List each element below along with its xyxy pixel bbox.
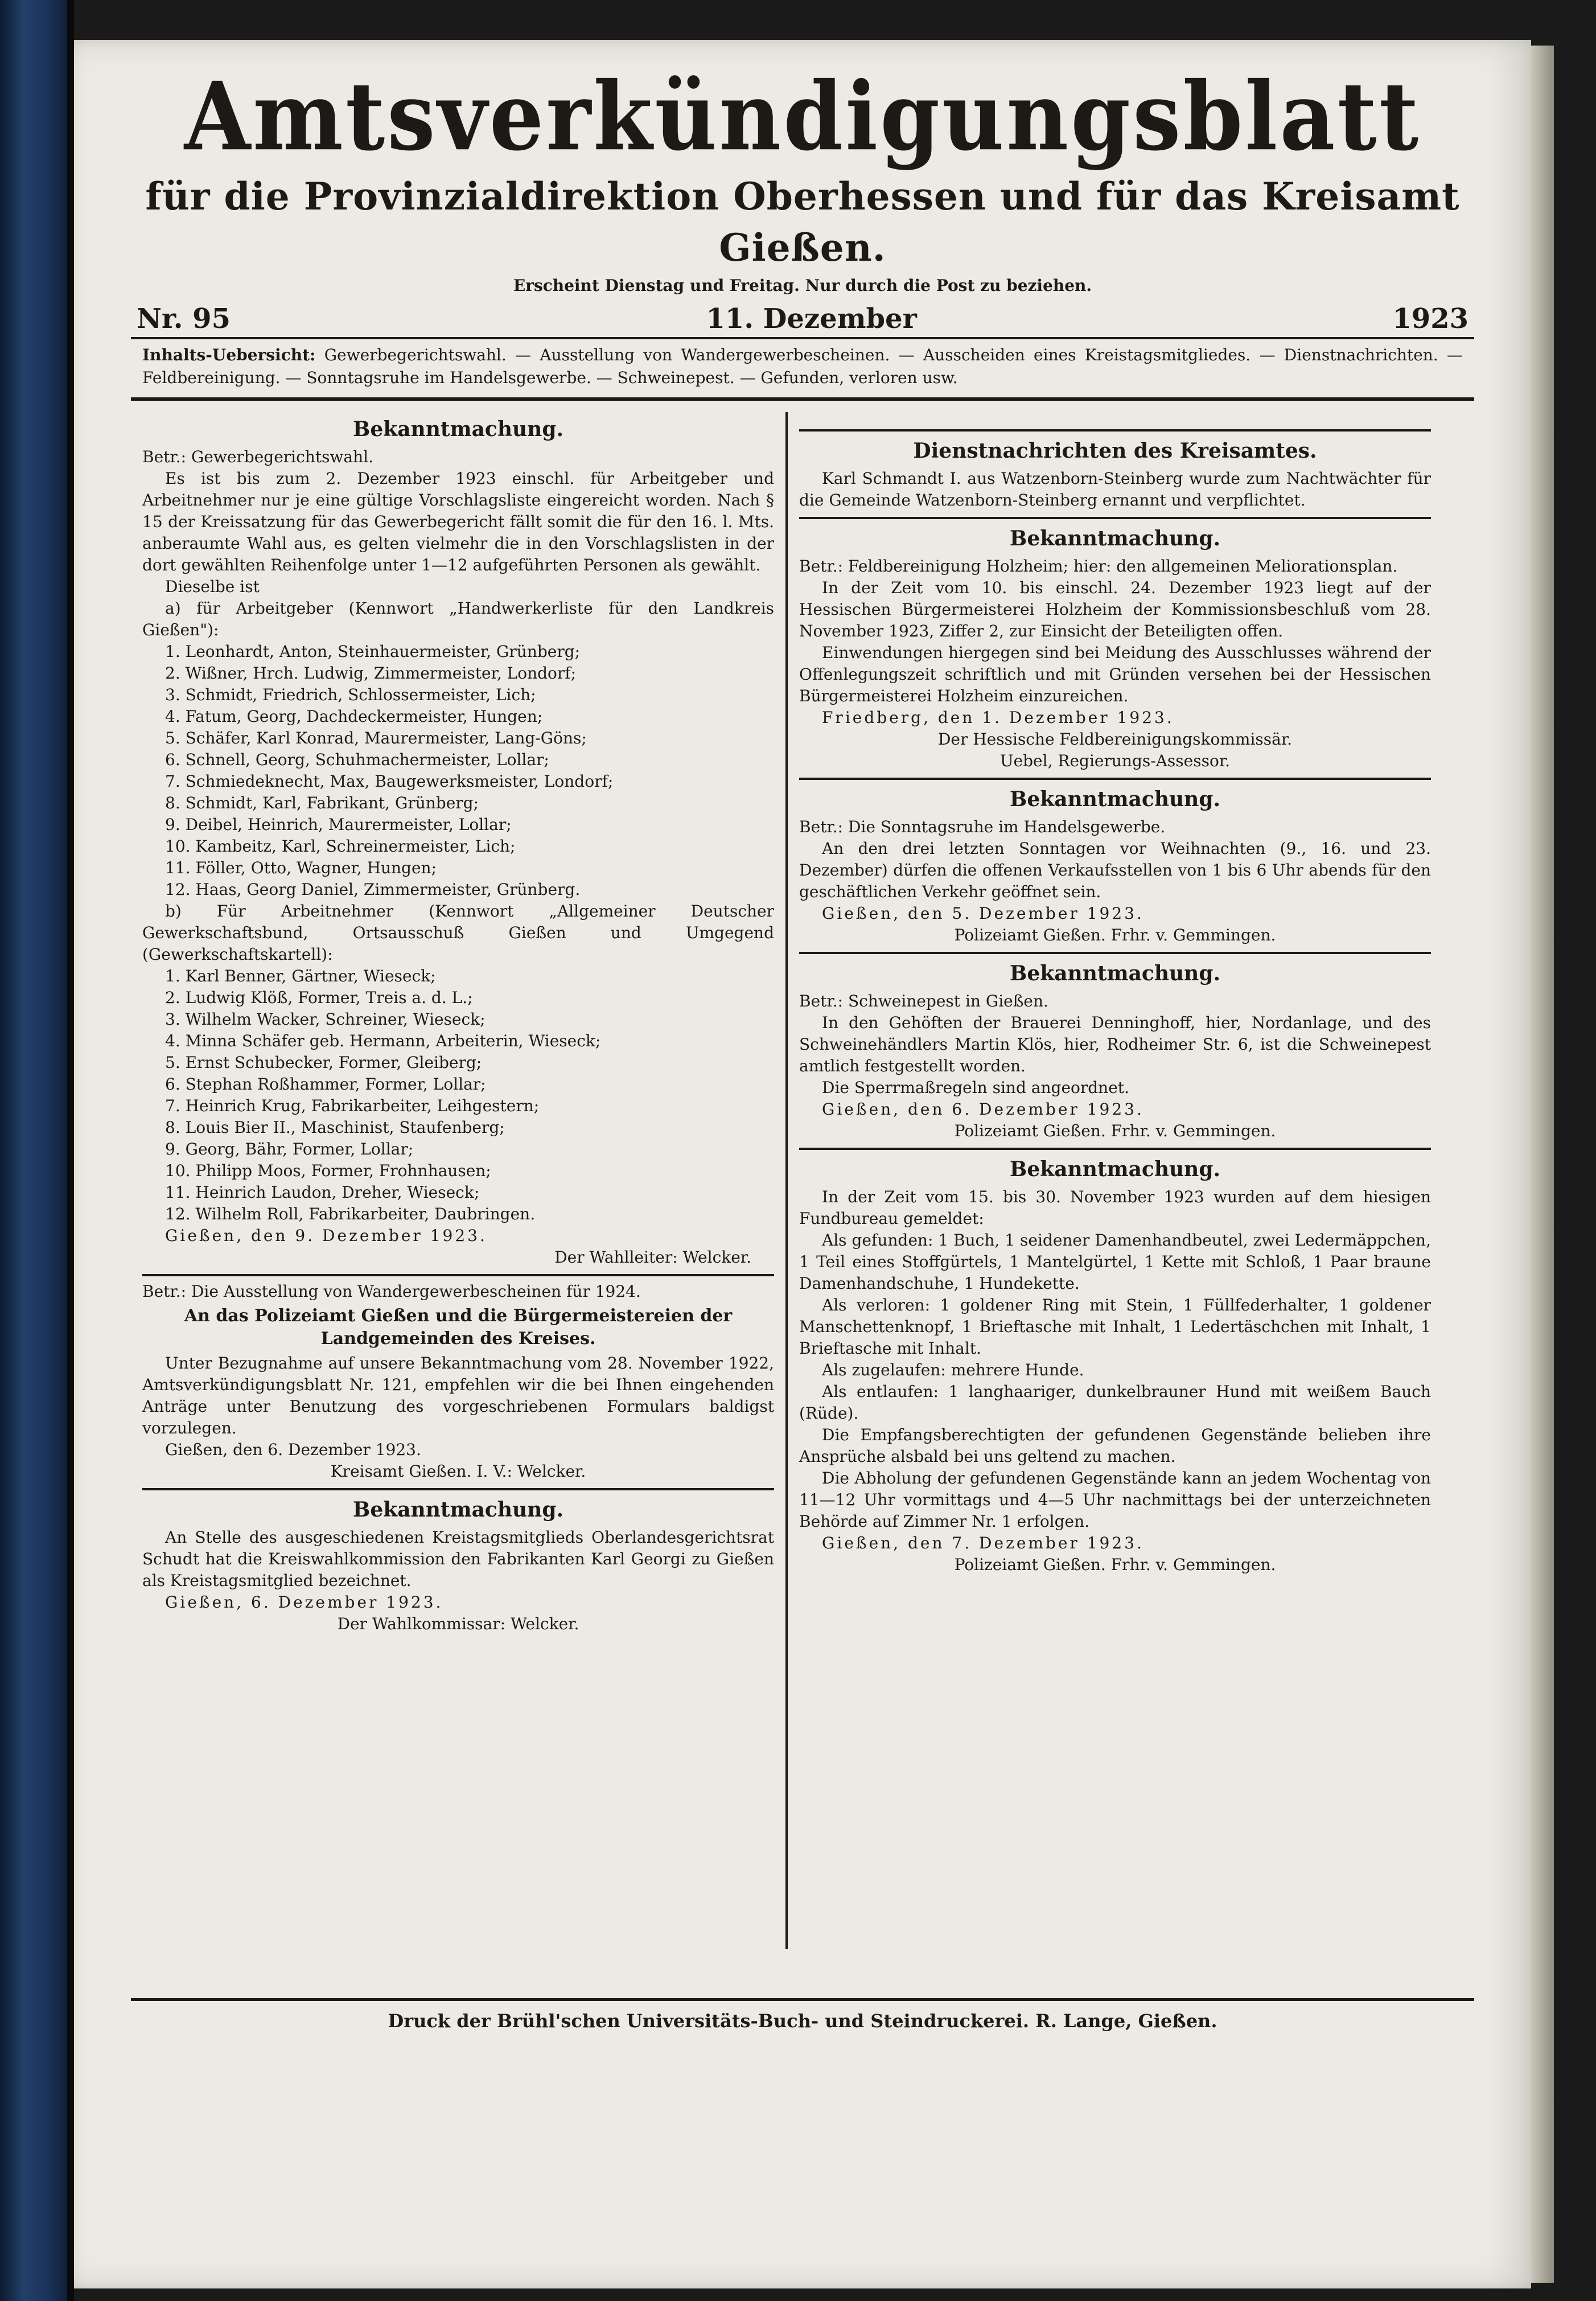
list-item: 2. Ludwig Klöß, Former, Treis a. d. L.; (165, 988, 473, 1007)
found-items: Als gefunden: 1 Buch, 1 seidener Damenhandbeutel, zwei Ledermäppchen, 1 Teil eines Stoffgürtels, 1 Mantelgürtel, 1 Kette mit Schloß, 1 Paar braune Damenhandschuhe, 1 Hundekette. (799, 1231, 1431, 1293)
notice-paragraph: An Stelle des ausgeschiedenen Kreistagsmitglieds Oberlandesgerichtsrat Schudt hat die Kreiswahlkommission den Fabrikanten Karl Georgi zu Gießen als Kreistagsmitglied bezeichnet. (142, 1528, 774, 1590)
employer-list (142, 641, 774, 901)
list-item: 6. Schnell, Georg, Schuhmachermeister, Lollar; (165, 750, 549, 769)
printer-imprint: Druck der Brühl'schen Universitäts-Buch- und Steindruckerei. R. Lange, Gießen. (388, 2010, 1217, 2032)
list-item: 3. Schmidt, Friedrich, Schlossermeister, Lich; (165, 685, 536, 704)
divider (799, 429, 1431, 432)
list-item: 9. Deibel, Heinrich, Maurermeister, Lollar; (165, 815, 512, 834)
footer-divider (131, 1998, 1474, 2001)
notice-heading: Bekanntmachung. (1009, 1157, 1221, 1181)
signature: Polizeiamt Gießen. Frhr. v. Gemmingen. (954, 1555, 1276, 1574)
notice-heading: Bekanntmachung. (1009, 962, 1221, 985)
list-item: 10. Kambeitz, Karl, Schreinermeister, Lich; (165, 837, 516, 856)
signature: Der Wahlkommissar: Welcker. (337, 1614, 579, 1633)
place-date: Gießen, den 6. Dezember 1923. (165, 1440, 421, 1459)
strayed-in: Als zugelaufen: mehrere Hunde. (822, 1361, 1084, 1379)
lost-items: Als verloren: 1 goldener Ring mit Stein, 1 Füllfederhalter, 1 goldener Manschettenknopf, 1 Brieftasche mit Inhalt, 1 Ledertäschchen mit Inhalt, 1 Brieftasche mit Inhalt. (799, 1296, 1431, 1358)
place-date: Friedberg, den 1. Dezember 1923. (822, 708, 1174, 727)
masthead-subtitle: für die Provinzialdirektion Oberhessen und für das Kreisamt Gießen. (145, 174, 1460, 270)
place-date: Gießen, den 5. Dezember 1923. (822, 904, 1144, 923)
notice-paragraph: Die Abholung der gefundenen Gegenstände kann an jedem Wochentag von 11—12 Uhr vormittags und 4—5 Uhr nachmittags bei der unterzeichneten Behörde auf Zimmer Nr. 1 erfolgen. (799, 1469, 1431, 1531)
list-item: 12. Haas, Georg Daniel, Zimmermeister, Grünberg. (165, 880, 581, 899)
issue-year: 1923 (1392, 303, 1469, 335)
list-item: 1. Karl Benner, Gärtner, Wieseck; (165, 967, 436, 985)
page-edge (1531, 46, 1554, 2283)
page-content (131, 63, 1474, 2260)
signature: Polizeiamt Gießen. Frhr. v. Gemmingen. (954, 926, 1276, 944)
divider (799, 1148, 1431, 1150)
columns (131, 412, 1474, 1949)
notice-subject: Betr.: Feldbereinigung Holzheim; hier: den allgemeinen Meliorationsplan. (799, 557, 1398, 576)
signature: Kreisamt Gießen. I. V.: Welcker. (330, 1462, 586, 1481)
list-item: 10. Philipp Moos, Former, Frohnhausen; (165, 1161, 491, 1180)
divider (799, 517, 1431, 519)
signature: Uebel, Regierungs-Assessor. (999, 751, 1231, 770)
notice-paragraph: In der Zeit vom 10. bis einschl. 24. Dezember 1923 liegt auf der Hessischen Bürgermeisterei Holzheim der Kommissionsbeschluß vom 28. November 1923, Ziffer 2, zur Einsicht der Beteiligten offen. (799, 578, 1431, 640)
list-item: 4. Minna Schäfer geb. Hermann, Arbeiterin, Wieseck; (165, 1032, 601, 1050)
divider (799, 778, 1431, 780)
notice-subject: Betr.: Die Sonntagsruhe im Handelsgewerbe. (799, 817, 1166, 836)
notice-paragraph: Es ist bis zum 2. Dezember 1923 einschl. für Arbeitgeber und Arbeitnehmer nur je eine gültige Vorschlagsliste eingereicht worden. Nach § 15 der Kreissatzung für das Gewerbegericht fällt somit die für den 16. l. Mts. anberaumte Wahl aus, es gelten vielmehr die in den Vorschlagslisten in der dort gewählten Reihenfolge unter 1—12 aufgeführten Personen als gewählt. (142, 469, 774, 574)
list-intro-employers: a) für Arbeitgeber (Kennwort „Handwerkerliste für den Landkreis Gießen"): (142, 599, 774, 639)
place-date: Gießen, den 7. Dezember 1923. (822, 1534, 1144, 1552)
list-item: 5. Ernst Schubecker, Former, Gleiberg; (165, 1053, 482, 1072)
newspaper-page (74, 40, 1531, 2288)
list-item: 1. Leonhardt, Anton, Steinhauermeister, Grünberg; (165, 642, 581, 661)
list-item: 2. Wißner, Hrch. Ludwig, Zimmermeister, Londorf; (165, 664, 577, 683)
divider (799, 952, 1431, 954)
right-column (788, 412, 1442, 1949)
divider (142, 1274, 774, 1276)
list-item: 9. Georg, Bähr, Former, Lollar; (165, 1140, 414, 1158)
notice-paragraph: Die Sperrmaßregeln sind angeordnet. (822, 1078, 1129, 1097)
list-item: 7. Heinrich Krug, Fabrikarbeiter, Leihgestern; (165, 1096, 540, 1115)
notice-heading: Bekanntmachung. (1009, 527, 1221, 550)
notice-paragraph: Einwendungen hiergegen sind bei Meidung des Ausschlusses während der Offenlegungszeit schriftlich und mit Gründen versehen bei der Hessischen Bürgermeisterei Holzheim einzureichen. (799, 643, 1431, 705)
table-of-contents (131, 339, 1474, 401)
list-item: 8. Louis Bier II., Maschinist, Staufenberg; (165, 1118, 505, 1137)
signature: Der Wahlleiter: Welcker. (554, 1248, 751, 1267)
place-date: Gießen, 6. Dezember 1923. (165, 1593, 443, 1612)
book-binding (0, 0, 68, 2301)
notice-paragraph: Unter Bezugnahme auf unsere Bekanntmachung vom 28. November 1922, Amtsverkündigungsblatt Nr. 121, empfehlen wir die bei Ihnen eingehenden Anträge unter Benutzung des vorgeschriebenen Formulars baldigst vorzulegen. (142, 1354, 774, 1437)
list-item: 3. Wilhelm Wacker, Schreiner, Wieseck; (165, 1010, 486, 1029)
list-item: 11. Föller, Otto, Wagner, Hungen; (165, 858, 437, 877)
issue-date: 11. Dezember (706, 303, 917, 335)
toc-text: Gewerbegerichtswahl. — Ausstellung von Wandergewerbescheinen. — Ausscheiden eines Kreistagsmitgliedes. — Dienstnachrichten. — Feldbereinigung. — Sonntagsruhe im Handelsgewerbe. — Schweinepest. — Gefunden, verloren usw. (142, 346, 1463, 387)
notice-heading: Bekanntmachung. (1009, 787, 1221, 811)
notice-subject: Betr.: Schweinepest in Gießen. (799, 992, 1048, 1010)
list-item: 11. Heinrich Laudon, Dreher, Wieseck; (165, 1183, 480, 1202)
notice-subject: Betr.: Gewerbegerichtswahl. (142, 447, 374, 466)
notice-subject: Betr.: Die Ausstellung von Wandergewerbescheinen für 1924. (142, 1282, 641, 1301)
notice-heading: Bekanntmachung. (352, 417, 564, 441)
notice-paragraph: Die Empfangsberechtigten der gefundenen Gegenstände belieben ihre Ansprüche alsbald bei uns geltend zu machen. (799, 1425, 1431, 1466)
notice-paragraph: In den Gehöften der Brauerei Denninghoff, hier, Nordanlage, und des Schweinehändlers Martin Klös, hier, Rodheimer Str. 6, ist die Schweinepest amtlich festgestellt worden. (799, 1013, 1431, 1075)
masthead-title: Amtsverkündigungsblatt (184, 61, 1421, 172)
place-date: Gießen, den 6. Dezember 1923. (822, 1100, 1144, 1119)
list-item: 5. Schäfer, Karl Konrad, Maurermeister, Lang-Göns; (165, 729, 587, 747)
divider (142, 1488, 774, 1490)
publication-note: Erscheint Dienstag und Freitag. Nur durch die Post zu beziehen. (513, 276, 1092, 295)
left-column (131, 412, 788, 1949)
list-item: 6. Stephan Roßhammer, Former, Lollar; (165, 1075, 486, 1094)
notice-addressee: An das Polizeiamt Gießen und die Bürgermeistereien der Landgemeinden des Kreises. (184, 1306, 733, 1349)
list-item: 12. Wilhelm Roll, Fabrikarbeiter, Daubringen. (165, 1205, 536, 1223)
signature-line: Der Hessische Feldbereinigungskommissär. (937, 730, 1293, 749)
list-item: 7. Schmiedeknecht, Max, Baugewerksmeister, Londorf; (165, 772, 614, 791)
signature: Polizeiamt Gießen. Frhr. v. Gemmingen. (954, 1121, 1276, 1140)
notice-paragraph: Karl Schmandt I. aus Watzenborn-Steinberg wurde zum Nachtwächter für die Gemeinde Watzenborn-Steinberg ernannt und verpflichtet. (799, 469, 1431, 509)
notice-line: Dieselbe ist (165, 577, 260, 596)
issue-number: Nr. 95 (137, 303, 231, 335)
toc-label: Inhalts-Uebersicht: (142, 346, 316, 364)
run-away: Als entlaufen: 1 langhaariger, dunkelbrauner Hund mit weißem Bauch (Rüde). (799, 1382, 1431, 1423)
list-item: 4. Fatum, Georg, Dachdeckermeister, Hungen; (165, 707, 543, 726)
place-date: Gießen, den 9. Dezember 1923. (165, 1226, 487, 1245)
notice-heading: Bekanntmachung. (352, 1498, 564, 1522)
issue-row (131, 298, 1474, 339)
list-item: 8. Schmidt, Karl, Fabrikant, Grünberg; (165, 794, 479, 812)
notice-heading: Dienstnachrichten des Kreisamtes. (913, 439, 1317, 463)
binding-edge (67, 0, 74, 2301)
list-intro-employees: b) Für Arbeitnehmer (Kennwort „Allgemeiner Deutscher Gewerkschaftsbund, Ortsausschuß Gießen und Umgegend (Gewerkschaftskartell): (142, 902, 774, 964)
employee-list (142, 965, 774, 1225)
notice-paragraph: An den drei letzten Sonntagen vor Weihnachten (9., 16. und 23. Dezember) dürfen die offenen Verkaufsstellen von 1 bis 6 Uhr abends für den geschäftlichen Verkehr geöffnet sein. (799, 839, 1431, 901)
notice-paragraph: In der Zeit vom 15. bis 30. November 1923 wurden auf dem hiesigen Fundbureau gemeldet: (799, 1188, 1431, 1228)
